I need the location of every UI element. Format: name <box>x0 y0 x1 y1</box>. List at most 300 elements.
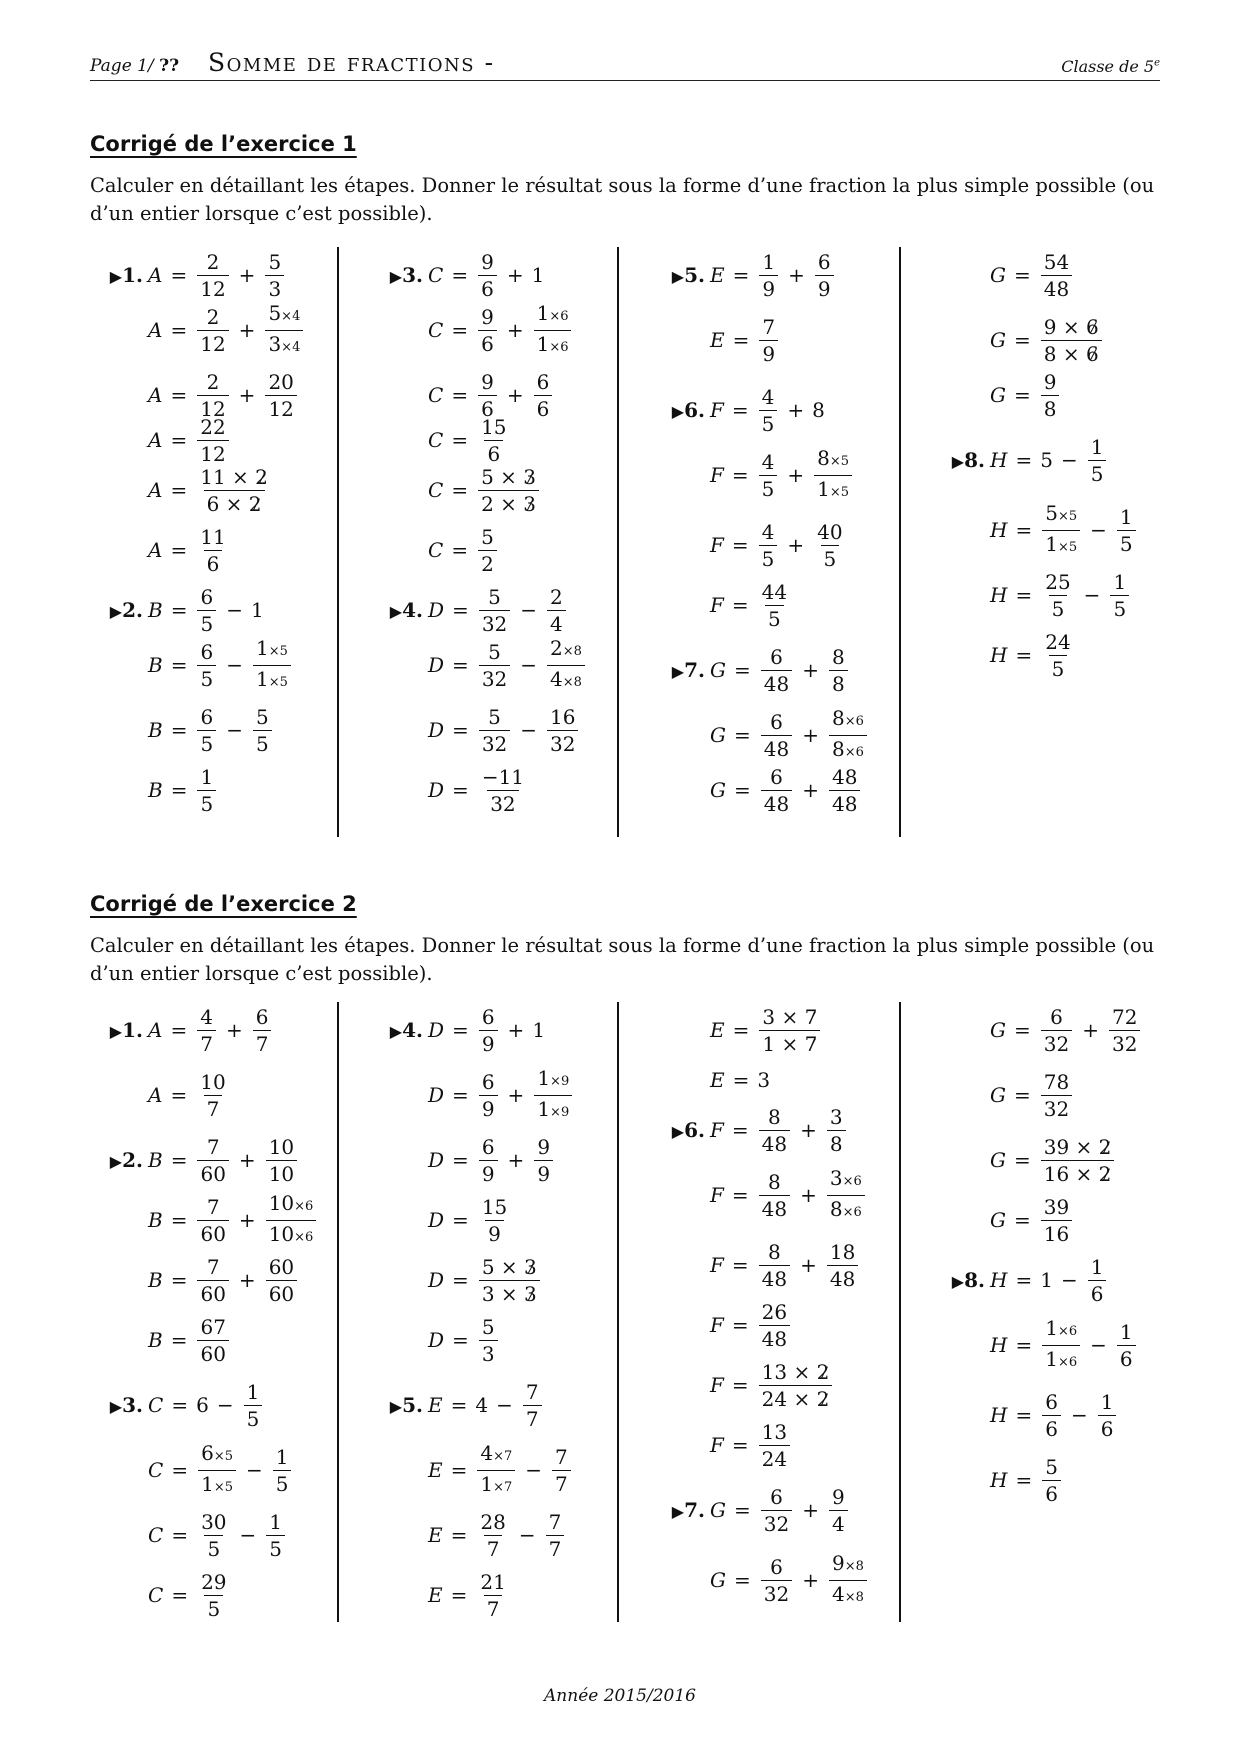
equals-sign: = <box>452 1268 469 1292</box>
equals-sign: = <box>170 538 188 562</box>
numerator: 5 <box>481 1314 495 1339</box>
integer-term: 1 <box>250 598 264 622</box>
multiplier-subscript: ×5 <box>213 1448 233 1464</box>
denominator: 3 <box>479 1340 498 1365</box>
calculation-step <box>148 524 231 576</box>
denominator: 5 <box>759 545 778 570</box>
variable-name: G <box>710 658 726 682</box>
denominator: 12 <box>197 440 228 465</box>
calculation-step <box>428 1314 500 1366</box>
equals-sign: = <box>170 1018 188 1042</box>
denominator: 32 <box>1041 1030 1072 1055</box>
denominator: 5 <box>197 730 216 755</box>
operator: − <box>226 653 243 677</box>
denominator: 48 <box>761 670 792 695</box>
numerator: 15 <box>481 1194 508 1219</box>
fraction <box>197 1256 228 1305</box>
fraction <box>829 1486 848 1535</box>
variable-name: E <box>428 1523 443 1547</box>
problem-number-text: 6. <box>684 398 705 422</box>
operator: + <box>802 1568 819 1592</box>
column-separator <box>899 1002 901 1622</box>
problem-statement <box>389 1004 546 1056</box>
triangle-right-icon: ▶ <box>671 662 685 681</box>
equals-sign: = <box>1013 1018 1031 1042</box>
calculation-step <box>428 635 587 691</box>
numerator: 15 <box>481 414 507 439</box>
numerator: 1 <box>1119 504 1133 529</box>
fraction <box>1041 251 1072 300</box>
operator: + <box>802 1498 819 1522</box>
integer-term: 1 <box>532 1018 546 1042</box>
fraction <box>1088 436 1107 485</box>
equals-sign: = <box>450 1458 468 1482</box>
fraction <box>197 251 228 300</box>
operator: + <box>800 1118 817 1142</box>
denominator: 5 <box>759 410 778 435</box>
numerator: 9 <box>481 249 494 274</box>
operator: + <box>787 533 805 557</box>
multiplier-subscript: ×5 <box>213 1479 233 1495</box>
denominator: 5 <box>1088 460 1107 485</box>
equals-sign: = <box>732 1068 750 1092</box>
denominator: 5 <box>204 1535 223 1560</box>
triangle-right-icon: ▶ <box>109 1152 123 1171</box>
cancelled-factor: 2 <box>1098 1134 1112 1159</box>
equals-sign: = <box>452 718 469 742</box>
fraction <box>478 251 497 300</box>
denominator: 6 <box>1088 1280 1107 1305</box>
denominator: 24 × 2 <box>759 1385 833 1410</box>
operator: − <box>245 1458 263 1482</box>
numerator: 7 <box>555 1444 568 1469</box>
multiplier-subscript: ×9 <box>550 1073 570 1089</box>
variable-name: G <box>990 1208 1006 1232</box>
fraction <box>815 251 834 300</box>
multiplier-subscript: ×8 <box>562 674 582 690</box>
variable-name: F <box>710 1183 724 1207</box>
problem-number-text: 3. <box>122 1393 143 1417</box>
numerator: 9 <box>481 369 494 394</box>
denominator: 60 <box>197 1160 228 1185</box>
denominator: 32 <box>761 1580 792 1605</box>
numerator: 78 <box>1043 1069 1070 1094</box>
fraction <box>479 1316 498 1365</box>
calculation-step <box>428 1254 542 1306</box>
equals-sign: = <box>733 1498 751 1522</box>
numerator: 6 <box>770 644 783 669</box>
denominator: 2 × 3 <box>478 490 539 515</box>
numerator: 6 <box>536 369 550 394</box>
denominator: 16 × 2 <box>1041 1160 1115 1185</box>
variable-name: D <box>428 1148 445 1172</box>
variable-name: B <box>148 1328 163 1352</box>
numerator: 6 <box>770 709 783 734</box>
numerator: 28 <box>480 1509 506 1534</box>
denominator: 4 <box>829 1510 848 1535</box>
fraction <box>547 706 578 755</box>
calculation-step <box>990 1134 1116 1186</box>
equals-sign: = <box>170 1268 188 1292</box>
denominator: 6 <box>478 275 497 300</box>
denominator: 60 <box>197 1340 228 1365</box>
variable-name: A <box>148 263 163 287</box>
equals-sign: = <box>451 263 469 287</box>
numerator: 9 <box>1043 369 1057 394</box>
problem-number <box>83 263 143 287</box>
numerator: 5 <box>488 584 501 609</box>
variable-name: E <box>710 263 725 287</box>
multiplier-subscript: ×5 <box>268 643 288 659</box>
denominator: 24 <box>759 1445 790 1470</box>
denominator: 8×6 <box>827 1195 865 1224</box>
problem-number <box>363 1018 423 1042</box>
denominator: 6 × 2 <box>204 490 265 515</box>
denominator: 1×5 <box>1042 530 1080 559</box>
problem-statement <box>671 1484 850 1536</box>
numerator: 1 <box>200 764 214 789</box>
fraction <box>759 1171 790 1220</box>
fraction <box>759 386 778 435</box>
calculation-step <box>710 314 780 366</box>
cancelled-factor: 6 <box>1085 341 1099 366</box>
equals-sign: = <box>170 1083 188 1107</box>
fraction <box>253 706 272 755</box>
multiplier-subscript: ×5 <box>829 453 850 469</box>
fraction <box>761 1486 792 1535</box>
problem-statement <box>109 249 286 301</box>
numerator: 7 <box>525 1379 539 1404</box>
fraction <box>759 1421 790 1470</box>
equals-sign: = <box>733 778 751 802</box>
equals-sign: = <box>1013 328 1031 352</box>
multiplier-subscript: ×5 <box>1057 539 1078 555</box>
denominator: 5 <box>821 545 840 570</box>
equals-sign: = <box>733 1568 751 1592</box>
problem-number-text: 2. <box>122 1148 143 1172</box>
variable-name: D <box>428 653 445 677</box>
denominator: 8×6 <box>829 735 867 764</box>
numerator: 21 <box>480 1569 506 1594</box>
integer-term: 4 <box>475 1393 489 1417</box>
equals-sign: = <box>170 478 188 502</box>
fraction <box>477 1571 508 1620</box>
numerator: 3 <box>829 1104 843 1129</box>
calculation-step <box>148 414 231 466</box>
numerator: 9×8 <box>831 1550 864 1575</box>
equals-sign: = <box>452 1018 469 1042</box>
numerator: 39 × 2 <box>1043 1134 1112 1159</box>
equals-sign: = <box>450 1523 468 1547</box>
numerator: 48 <box>831 764 858 789</box>
cancelled-factor: 2 <box>816 1386 830 1411</box>
equals-sign: = <box>1013 383 1031 407</box>
fraction <box>479 1071 498 1120</box>
problem-number-text: 7. <box>684 1498 705 1522</box>
variable-name: H <box>990 1403 1008 1427</box>
numerator: 29 <box>201 1569 227 1594</box>
fraction <box>197 1316 228 1365</box>
numerator: 5 × 3 <box>481 1254 537 1279</box>
variable-name: D <box>428 1268 445 1292</box>
denominator: 9 <box>485 1220 504 1245</box>
operator: + <box>507 1148 525 1172</box>
numerator: 6 <box>255 1004 269 1029</box>
equals-sign: = <box>170 318 188 342</box>
variable-name: F <box>710 463 724 487</box>
numerator: 13 <box>761 1419 788 1444</box>
denominator: 6 <box>484 440 503 465</box>
equals-sign: = <box>170 383 188 407</box>
equals-sign: = <box>1015 583 1033 607</box>
fraction <box>552 1446 571 1495</box>
calculation-step <box>990 1194 1074 1246</box>
numerator: 40 <box>817 519 843 544</box>
exercise-1-heading: Corrigé de l’exercice 1 <box>90 132 357 156</box>
problem-number-text: 5. <box>402 1393 423 1417</box>
calculation-step <box>710 1004 822 1056</box>
numerator: 22 <box>200 414 226 439</box>
variable-name: H <box>990 518 1008 542</box>
cancelled-factor: 7 <box>804 1004 818 1029</box>
fraction <box>1042 1317 1080 1374</box>
cancelled-factor: 2 <box>816 1359 830 1384</box>
variable-name: C <box>428 263 444 287</box>
numerator: 20 <box>268 369 294 394</box>
equals-sign: = <box>171 1523 189 1547</box>
variable-name: C <box>148 1458 164 1482</box>
variable-name: A <box>148 478 163 502</box>
numerator: 1 <box>1090 434 1104 459</box>
numerator: 1 <box>1113 569 1127 594</box>
equals-sign: = <box>171 1583 189 1607</box>
denominator: 12 <box>197 275 228 300</box>
fraction <box>266 1192 317 1249</box>
fraction <box>265 371 296 420</box>
numerator: 8 <box>768 1169 781 1194</box>
exercise-1-instructions: Calculer en détaillant les étapes. Donner le résultat sous la forme d’une fraction la plus simple possible (ou d’un entier lorsque c’est possible). <box>90 174 1155 225</box>
denominator: 48 <box>761 790 792 815</box>
operator: − <box>520 598 538 622</box>
equals-sign: = <box>452 1148 469 1172</box>
numerator: 6 <box>200 704 214 729</box>
denominator: 3 × 3 <box>479 1280 540 1305</box>
variable-name: A <box>148 383 163 407</box>
fraction <box>1041 371 1060 420</box>
variable-name: E <box>710 1018 725 1042</box>
operator: + <box>802 778 819 802</box>
operator: + <box>800 1253 817 1277</box>
fraction <box>1117 1321 1136 1370</box>
variable-name: A <box>148 318 163 342</box>
fraction <box>478 371 497 420</box>
fraction <box>479 1256 540 1305</box>
denominator: 7 <box>197 1030 216 1055</box>
operator: + <box>506 318 524 342</box>
fraction <box>479 1136 498 1185</box>
numerator: 9 <box>831 1484 845 1509</box>
denominator: 7 <box>484 1535 503 1560</box>
triangle-right-icon: ▶ <box>389 267 403 286</box>
denominator: 5 <box>244 1405 263 1430</box>
variable-name: B <box>148 598 163 622</box>
denominator: 5 <box>765 605 784 630</box>
denominator: 48 <box>759 1265 790 1290</box>
variable-name: H <box>990 1333 1008 1357</box>
equals-sign: = <box>171 1393 189 1417</box>
equals-sign: = <box>1015 518 1033 542</box>
multiplier-subscript: ×4 <box>281 308 301 324</box>
variable-name: G <box>990 263 1006 287</box>
numerator: 5 <box>268 249 282 274</box>
operator: − <box>226 718 243 742</box>
variable-name: E <box>428 1393 443 1417</box>
denominator: 9 <box>479 1030 498 1055</box>
denominator: 6 <box>534 395 553 420</box>
denominator: 5 <box>197 610 216 635</box>
numerator: 5 × 3 <box>481 464 537 489</box>
equals-sign: = <box>731 398 749 422</box>
equals-sign: = <box>170 1328 188 1352</box>
variable-name: G <box>710 1568 726 1592</box>
fraction <box>479 1006 498 1055</box>
operator: − <box>525 1458 543 1482</box>
calculation-step <box>428 1065 574 1121</box>
page-footer: Année 2015/2016 <box>544 1686 696 1706</box>
fraction <box>1042 1456 1061 1505</box>
operator: + <box>800 1183 817 1207</box>
calculation-step <box>428 1440 573 1496</box>
variable-name: F <box>710 1433 724 1457</box>
fraction <box>1042 1391 1061 1440</box>
fraction <box>265 302 303 359</box>
denominator: 7 <box>484 1595 503 1620</box>
fraction <box>1117 506 1136 555</box>
fraction <box>814 521 845 570</box>
numerator: 6 <box>770 1484 783 1509</box>
numerator: 3 × 7 <box>762 1004 818 1029</box>
denominator: 7 <box>546 1535 565 1560</box>
denominator: 1 × 7 <box>759 1030 820 1055</box>
problem-number <box>645 1118 705 1142</box>
triangle-right-icon: ▶ <box>109 1022 123 1041</box>
calculation-step <box>990 369 1061 421</box>
variable-name: D <box>428 1018 445 1042</box>
multiplier-subscript: ×7 <box>493 1448 513 1464</box>
fraction <box>479 641 510 690</box>
problem-statement <box>671 1104 848 1156</box>
calculation-step <box>990 249 1074 301</box>
fraction <box>197 416 228 465</box>
equals-sign: = <box>170 263 188 287</box>
numerator: 10 <box>268 1134 295 1159</box>
variable-name: A <box>148 538 163 562</box>
numerator: 13 × 2 <box>761 1359 830 1384</box>
fraction <box>1042 502 1080 559</box>
calculation-step <box>428 300 573 356</box>
variable-name: G <box>990 1083 1006 1107</box>
fraction <box>477 1442 515 1499</box>
problem-number-text: 4. <box>402 598 423 622</box>
fraction <box>759 1361 833 1410</box>
fraction <box>547 586 566 635</box>
multiplier-subscript: ×4 <box>281 339 301 355</box>
numerator: 4 <box>761 384 775 409</box>
calculation-step <box>710 764 862 816</box>
equals-sign: = <box>451 478 469 502</box>
denominator: 7 <box>253 1030 272 1055</box>
fraction <box>829 766 860 815</box>
equals-sign: = <box>1013 1208 1031 1232</box>
numerator: 5 <box>481 524 494 549</box>
fraction <box>1042 631 1073 680</box>
numerator: 8×5 <box>817 445 850 470</box>
numerator: 5 <box>255 704 269 729</box>
fraction <box>478 416 509 465</box>
denominator: 1×5 <box>253 665 291 694</box>
operator: + <box>787 398 805 422</box>
variable-name: F <box>710 1253 724 1277</box>
equals-sign: = <box>1013 1083 1031 1107</box>
calculation-step <box>428 464 541 516</box>
denominator: 48 <box>829 790 860 815</box>
numerator: 1 <box>1090 1254 1104 1279</box>
equals-sign: = <box>1015 1268 1033 1292</box>
numerator: 26 <box>761 1299 788 1324</box>
variable-name: F <box>710 1313 724 1337</box>
denominator: 32 <box>547 730 578 755</box>
numerator: 9 <box>481 304 494 329</box>
variable-name: C <box>148 1583 164 1607</box>
numerator: 7 <box>762 314 776 339</box>
integer-term: 1 <box>1040 1268 1053 1292</box>
variable-name: E <box>428 1583 443 1607</box>
numerator: 11 <box>200 524 226 549</box>
denominator: 5 <box>1049 655 1068 680</box>
operator: − <box>239 1523 257 1547</box>
denominator: 5 <box>253 730 272 755</box>
multiplier-subscript: ×9 <box>550 1104 570 1120</box>
multiplier-subscript: ×6 <box>1057 1354 1078 1370</box>
variable-name: D <box>428 1083 445 1107</box>
calculation-step <box>428 1509 566 1561</box>
calculation-step <box>710 445 854 501</box>
denominator: 9 <box>479 1160 498 1185</box>
calculation-step <box>148 1190 318 1246</box>
operator: − <box>1070 1403 1088 1427</box>
fraction <box>759 316 778 365</box>
variable-name: E <box>710 328 725 352</box>
numerator: 6×5 <box>201 1440 233 1465</box>
denominator: 1×6 <box>534 330 572 359</box>
fraction <box>273 1446 292 1495</box>
equals-sign: = <box>1013 263 1031 287</box>
equals-sign: = <box>1015 1333 1033 1357</box>
multiplier-subscript: ×5 <box>829 484 850 500</box>
cancelled-factor: 2 <box>1098 1161 1112 1186</box>
equals-sign: = <box>170 428 188 452</box>
denominator: 4 <box>547 610 566 635</box>
variable-name: C <box>148 1393 164 1417</box>
variable-name: C <box>428 383 444 407</box>
problem-statement <box>671 644 850 696</box>
variable-name: F <box>710 593 724 617</box>
operator: + <box>238 318 256 342</box>
equals-sign: = <box>732 263 750 287</box>
equals-sign: = <box>170 653 188 677</box>
variable-name: E <box>428 1458 443 1482</box>
cancelled-factor: 3 <box>524 1281 537 1306</box>
